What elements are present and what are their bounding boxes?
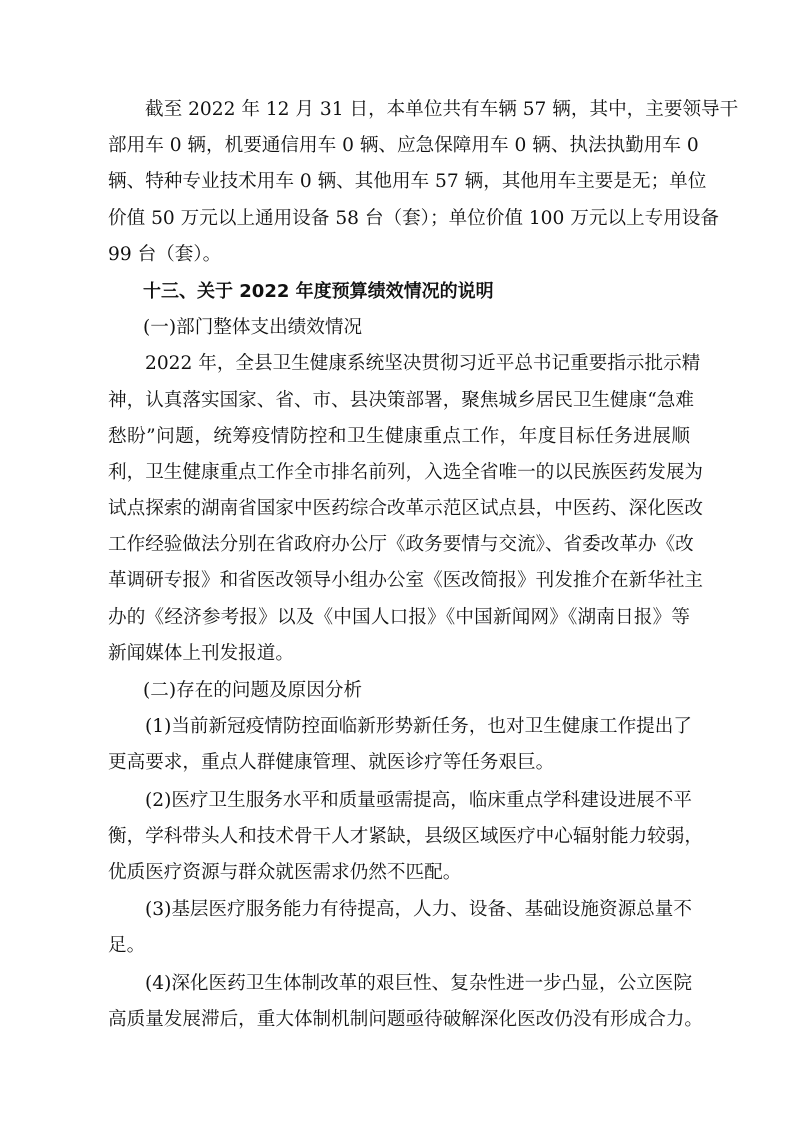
body-paragraph [108,783,704,892]
body-paragraph [108,966,704,1038]
text-line: 截至 2022 年 12 月 31 日，本单位共有车辆 57 辆，其中，主要领导干 [145,99,739,120]
text-line: 优质医疗资源与群众就医需求仍然不匹配。 [108,861,462,883]
text-line: 更高要求，重点人群健康管理、就医诊疗等任务艰巨。 [108,752,555,774]
document-page [108,92,739,1039]
text-line: 愁盼”问题，统筹疫情防控和卫生健康重点工作，年度目标任务进展顺 [108,425,690,447]
text-line: 99 台（套）。 [108,243,222,265]
text-line: (3)基层医疗服务能力有待提高，人力、设备、基础设施资源总量不 [145,899,692,921]
text-line: 办的《经济参考报》以及《中国人口报》《中国新闻网》《湖南日报》等 [108,606,690,628]
text-line: (4)深化医药卫生体制改革的艰巨性、复杂性进一步凸显，公立医院 [145,972,692,994]
section-heading: 十三、关于 2022 年度预算绩效情况的说明 [143,280,494,302]
text-line: 价值 50 万元以上通用设备 58 台（套）；单位价值 100 万元以上专用设备 [108,207,720,229]
text-line: 部用车 0 辆，机要通信用车 0 辆、应急保障用车 0 辆、执法执勤用车 0 [108,135,699,157]
text-line: (2)医疗卫生服务水平和质量亟需提高，临床重点学科建设进展不平 [145,789,692,811]
text-line: 新闻媒体上刊发报道。 [108,642,294,664]
text-line: 工作经验做法分别在省政府办公厅《政务要情与交流》、省委改革办《改 [108,534,694,556]
text-line: 利，卫生健康重点工作全市排名前列，入选全省唯一的以民族医药发展为 [108,461,704,483]
text-line: 试点探索的湖南省国家中医药综合改革示范区试点县，中医药、深化医改 [108,498,704,520]
text-line: 神，认真落实国家、省、市、县决策部署，聚焦城乡居民卫生健康“急难 [108,389,694,411]
text-line: 高质量发展滞后，重大体制机制问题亟待破解深化医改仍没有形成合力。 [108,1008,704,1030]
text-line: 革调研专报》和省医改领导小组办公室《医改简报》刊发推介在新华社主 [108,570,704,592]
subsection-heading: (二)存在的问题及原因分析 [143,680,363,701]
text-line: 辆、特种专业技术用车 0 辆、其他用车 57 辆，其他用车主要是无；单位 [108,171,707,193]
text-line: 足。 [108,935,146,957]
text-line: 衡，学科带头人和技术骨干人才紧缺，县级区域医疗中心辐射能力较弱， [108,825,704,847]
subsection-heading: (一)部门整体支出绩效情况 [143,317,363,339]
text-line: 2022 年，全县卫生健康系统坚决贯彻习近平总书记重要指示批示精 [145,353,701,375]
body-paragraph [108,92,739,273]
body-paragraph [108,709,690,781]
body-paragraph [108,346,704,672]
text-line: (1)当前新冠疫情防控面临新形势新任务，也对卫生健康工作提出了 [145,716,692,738]
body-paragraph [108,892,690,964]
